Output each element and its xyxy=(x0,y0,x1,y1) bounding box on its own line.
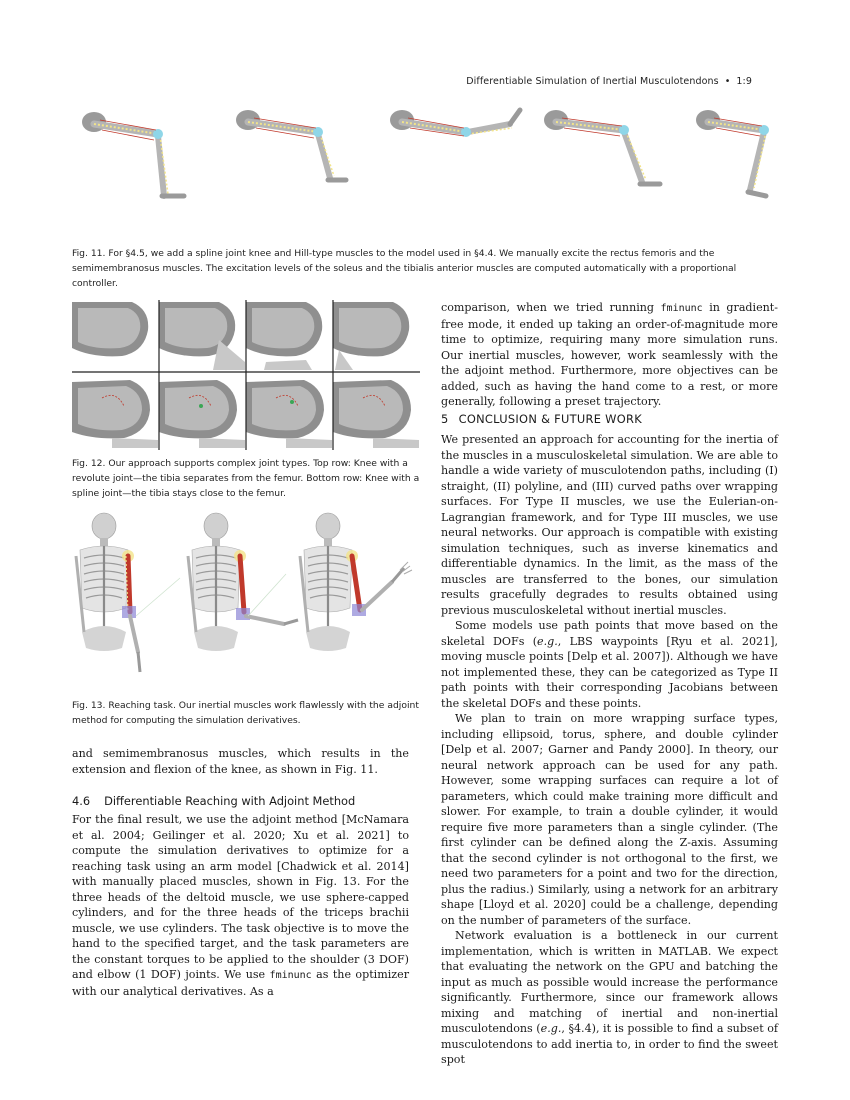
knee-revolute-frame-4 xyxy=(333,300,419,370)
knee-revolute-frame-3 xyxy=(246,300,332,370)
text-run: e.g. xyxy=(540,1022,562,1035)
leg-pose-2 xyxy=(236,110,346,180)
leg-pose-3 xyxy=(390,110,520,137)
knee-spline-frame-3 xyxy=(246,376,332,448)
section-number: 5 xyxy=(441,412,449,426)
running-head xyxy=(466,76,752,87)
leg-pose-4 xyxy=(544,110,660,184)
figure-12-illustration xyxy=(72,300,420,450)
reaching-pose-3 xyxy=(300,513,412,651)
figure-11 xyxy=(80,100,770,210)
figure-13-caption: Fig. 13. Reaching task. Our inertial muscles work flawlessly with the adjoint method for computing the simulation derivatives. xyxy=(72,700,419,726)
page-number: 1:9 xyxy=(736,76,752,87)
text-run: For the final result, we use the adjoint method [McNamara et al. 2004; Geilinger et al. 2020; Xu et al. 2021] to compute the simulation derivatives to optimize for a reaching task using an arm model [Chadwick et al. 2014] with manually placed muscles, shown in Fig. 13. For the three heads of the deltoid muscle, we use sphere-capped cylinders, and for the three heads of the triceps brachii muscle, we use cylinders. The task objective is to move the hand to the specified target, and the task parameters are the constant torques to be applied to the shoulder (3 DOF) and elbow (1 DOF) joints. We use xyxy=(72,813,409,981)
knee-spline-frame-1 xyxy=(72,376,158,448)
paragraph xyxy=(72,812,409,999)
left-column-continuation xyxy=(72,746,409,777)
paragraph xyxy=(441,300,778,410)
text-run: comparison, when we tried running xyxy=(441,301,661,314)
knee-spline-frame-4 xyxy=(333,376,419,448)
knee-revolute-frame-2 xyxy=(159,300,245,370)
figure-11-caption: Fig. 11. For §4.5, we add a spline joint knee and Hill-type muscles to the model used in §4.4. We manually excite the rectus femoris and the semimembranosus muscles. The excitation levels of the soleus and the tibialis anterior muscles are computed automatically with a proportional controller. xyxy=(72,248,737,289)
reaching-pose-2 xyxy=(188,513,298,651)
paragraph: and semimembranosus muscles, which results in the extension and flexion of the knee, as shown in Fig. 11. xyxy=(72,747,409,776)
text-run: in gradient-free mode, it ended up taking an order-of-magnitude more time to optimize, requiring many more simulation runs. Our inertial muscles, however, work seamlessly with the the adjoint method. Furthermore, more objectives can be added, such as having the hand come to a rest, or more generally, following a preset trajectory. xyxy=(441,301,778,408)
knee-spline-frame-2 xyxy=(159,376,245,448)
leg-pose-1 xyxy=(82,112,184,196)
figure-13 xyxy=(72,512,420,692)
paragraph xyxy=(441,928,778,1068)
text-run: e.g. xyxy=(537,634,558,648)
header-separator: • xyxy=(724,76,731,87)
text-run: Network evaluation is a bottleneck in our current implementation, which is written in MATLAB. We expect that evaluating the network on the GPU and batching the input as much as possible would increase the performance significantly. Furthermore, since our framework allows mixing and matching of inertial and non-inertial musculotendons ( xyxy=(441,929,778,1035)
right-column-body xyxy=(441,432,778,1068)
text-run: as the optimizer with our analytical derivatives. As a xyxy=(72,968,410,998)
section-5-heading xyxy=(441,412,642,426)
paragraph: We plan to train on more wrapping surface types, including ellipsoid, torus, sphere, and double cylinder [Delp et al. 2007; Garner and Pandy 2000]. In theory, our neural network approach can be used for any path. However, some wrapping surfaces can require a lot of parameters, which could make training more difficult and slower. For example, to train a double cylinder, it would require five more parameters than a single cylinder. (The first cylinder can be defined along the Z-axis. Assuming that the second cylinder is not orthogonal to the first, we need two parameters for a point and two for the direction, plus the radius.) Similarly, using a network for an arbitrary shape [Lloyd et al. 2020] could be a challenge, depending on the number of parameters of the surface. xyxy=(441,712,778,927)
section-4-6-heading xyxy=(72,794,355,808)
text-run: , LBS waypoints [Ryu et al. 2021], moving muscle points [Delp et al. 2007]). Although we have not implemented these, they can be categorized as Type II path points with their corresponding Jacobians between the skeletal DOFs and these points. xyxy=(441,634,778,710)
paragraph xyxy=(441,618,778,711)
running-title: Differentiable Simulation of Inertial Musculotendons xyxy=(466,76,719,87)
knee-revolute-frame-1 xyxy=(72,300,158,370)
section-number: 4.6 xyxy=(72,794,91,808)
figure-12 xyxy=(72,300,420,450)
text-run: Some models use path points that move based on the skeletal DOFs ( xyxy=(441,619,778,648)
section-title: CONCLUSION & FUTURE WORK xyxy=(458,412,642,426)
figure-11-illustration xyxy=(80,100,770,210)
left-column-body xyxy=(72,812,409,999)
right-column-top xyxy=(441,300,778,410)
section-title: Differentiable Reaching with Adjoint Method xyxy=(104,794,356,808)
figure-12-caption: Fig. 12. Our approach supports complex joint types. Top row: Knee with a revolute joint—the tibia separates from the femur. Bottom row: Knee with a spline joint—the tibia stays close to the femur. xyxy=(72,458,420,499)
code-fminunc: fminunc xyxy=(660,303,703,314)
leg-pose-5 xyxy=(696,110,769,196)
paragraph: We presented an approach for accounting for the inertia of the muscles in a musculoskeletal simulation. We are able to handle a wide variety of musculotendon paths, including (I) straight, (II) polyline, and (III) curved paths over wrapping surfaces. For Type II muscles, we use the Eulerian-on-Lagrangian framework, and for Type III muscles, we use neural networks. Our approach is compatible with existing simulation techniques, such as inverse kinematics and differentiable dynamics. In the limit, as the mass of the muscles are transferred to the bones, our simulation results gracefully degrades to results obtained using previous musculoskeletal without inertial muscles. xyxy=(441,433,778,617)
code-fminunc: fminunc xyxy=(269,970,312,981)
reaching-pose-1 xyxy=(76,513,180,672)
text-run: , §4.4), it is possible to find a subset of musculotendons to add inertia to, in order to find the sweet spot xyxy=(441,1022,778,1066)
figure-13-illustration xyxy=(72,512,420,692)
